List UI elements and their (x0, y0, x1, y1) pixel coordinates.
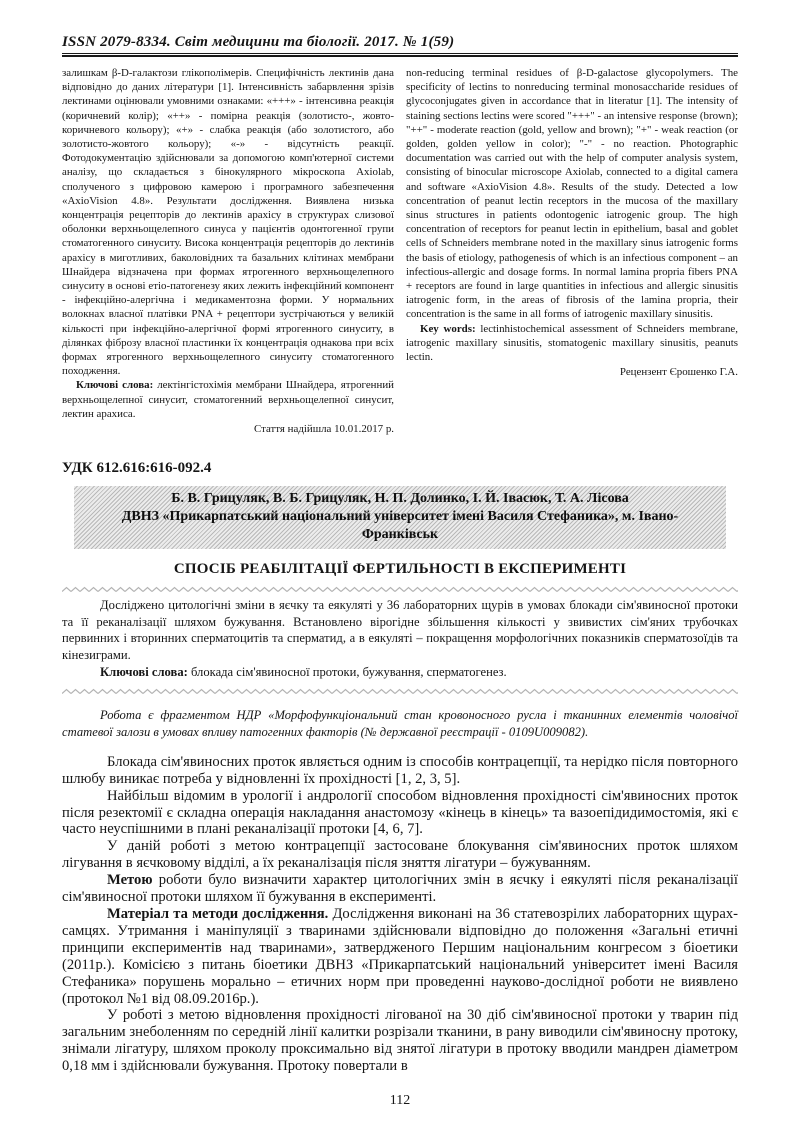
ndr-note: Робота є фрагментом НДР «Морфофункціональний стан кровоносного русла і тканинних елементів чоловічої статевої залози в умовах впливу патогенних факторів (№ державної реєстрації - 0109U009082). (62, 708, 738, 740)
keywords-label-uk: Ключові слова: (76, 379, 154, 392)
body-paragraph (62, 788, 738, 839)
abstract-keywords-text: блокада сім'явиносної протоки, бужування, сперматогенез. (187, 664, 507, 679)
authors-line: Б. В. Грицуляк, В. Б. Грицуляк, Н. П. Долинко, І. Й. Івасюк, Т. А. Лісова (171, 491, 629, 507)
header-rule (62, 55, 738, 57)
resume-body-en: non-reducing terminal residues of β-D-galactose glycopolymers. The specificity of lectins to nonreducing terminal monosaccharide residues of glycoconjugates given in accordance that in literatur [1]. The intensity of staining sections lectins were scored "+++" - an intensive response (brown); "++" - moderate reaction (gold, yellow and brown); "+" - weak reaction (or golden, golden yellow in color); "-" - no reaction. Photographic documentation was carried out with the help of computer analysis system, consisting of binocular microscope Axiolab, connected to a digital camera and software «AxioVision 4.8». Results of the study. Detected a low concentration of peanut lectin receptors in the mucosa of the maxillary sinus structures in patients odontogenic iatrogenic group. The high concentration of receptors for peanut lectin in epithelium, basal and goblet cells of Schneiders membrane noted in the maxillary sinus iatrogenic forms the basis of etiology, pathogenesis of which is an infectious component – an infectious-allergic and dosage forms. In normal lamina propria fibers PNA + receptors are found in large quantities in infectious and allergic sinusitis iatrogenic form, in the areas of fibrosis of the lamina propria, their concentration is the same in all forms of iatrogenic maxillary sinusitis. (406, 67, 738, 321)
resume-column-ukrainian (62, 66, 394, 436)
body-paragraph (62, 838, 738, 872)
abstract-keywords (62, 664, 738, 681)
authors-affiliation-box (74, 486, 726, 549)
received-date-line: Стаття надійшла 10.01.2017 р. (253, 423, 394, 436)
page-number: 112 (389, 1093, 411, 1109)
article-title: СПОСІБ РЕАБІЛІТАЦІЇ ФЕРТИЛЬНОСТІ В ЕКСПЕРИМЕНТІ (173, 561, 627, 578)
paragraph-text: Блокада сім'явиносних проток являється одним із способів контрацепції, та нерідко після повторного шлюбу виникає потреба у відновленні їх прохідності [1, 2, 3, 5]. (62, 753, 738, 787)
body-paragraph (62, 872, 738, 906)
paragraph-text: роботи було визначити характер цитологічних змін в яєчку і еякуляті після реканалізації сім'явиносної протоки шляхом її бужування в експерименті. (62, 872, 738, 906)
resume-column-english (406, 66, 738, 436)
keywords-text-uk: лектінгістохімія мембрани Шнайдера, ятрогенний верхньощелепної синусит, стоматогенний верхньощелепної синусит, лектин арахиса. (62, 379, 394, 420)
resume-keywords-uk (62, 378, 394, 421)
abstract-text: Досліджено цитологічні зміни в яєчку та еякуляті у 36 лабораторних щурів в умовах блокади сім'явиносної протоки та її реканалізації шляхом бужування. Встановлено вірогідне збільшення кількості у звивистих сім'яних трубочках первинних і вторинних сперматоцитів та сперматид, а в еякуляті – покращення морфологічних показників сперматозоїдів та кінезиграми. (62, 598, 738, 663)
paragraph-text: Дослідження виконані на 36 статевозрілих лабораторних щурах-самцях. Утримання і маніпуляції з тваринами здійснювали відповідно до положення «Загальні етичні принципи експериментів над тваринами», затвердженого Першим національним конгресом з біоетики (2011р.). Комісією з питань біоетики ДВНЗ «Прикарпатський національний університет імені Василя Стефаника» порушень морально – етичних норм при проведенні науково-дослідної роботи не виявлено (протокол №1 від 08.09.2016р.). (62, 906, 738, 1007)
reviewer-line: Рецензент Єрошенко Г.А. (619, 366, 738, 379)
article-abstract-block (62, 597, 738, 680)
resume-keywords-en (406, 322, 738, 365)
udc-code: УДК 612.616:616-092.4 (62, 460, 212, 477)
paragraph-text: Найбільш відомим в урології і андрології способом відновлення прохідності сім'явиносних проток після резектомії є складна операція накладання анастомозу «кінець в кінець» та вазоепідидимостомія, які є часто неуспішними в плані реканалізації протоки [4, 6, 7]. (62, 787, 738, 838)
abstract-keywords-label: Ключові слова: (100, 664, 188, 679)
keywords-label-en: Key words: (420, 322, 476, 335)
resume-columns (62, 66, 738, 436)
paragraph-text: У роботі з метою відновлення прохідності лігованої на 30 діб сім'явиносної протоки у тварин під загальним знеболенням по середній лінії калитки розрізали тканини, в рану виводили сім'явиносну протоку, знімали лігатуру, шляхом проколу проксимально від знятої лігатури в протоку вводили мандрен діаметром 0,18 мм і здійснювали бужування. Протоку повертали в (62, 1007, 738, 1075)
journal-running-head: ISSN 2079-8334. Світ медицини та біології. 2017. № 1(59) (62, 34, 738, 54)
body-paragraph (62, 906, 738, 1007)
paragraph-text: У даній роботі з метою контрацепції застосоване блокування сім'явиносних проток шляхом лігування в яєчковому відділі, а їх реканалізація після зняття лігатури – бужуванням. (62, 838, 738, 872)
body-paragraph (62, 754, 738, 788)
body-paragraph (62, 1007, 738, 1075)
paragraph-lead: Матеріал та методи дослідження. (107, 906, 329, 922)
keywords-text-en: lectinhistochemical assessment of Schneiders membrane, iatrogenic maxillary sinusitis, stomatogenic maxillary sinusitis, peanuts lectin. (406, 322, 738, 364)
resume-body-uk: залишкам β-D-галактози глікополімерів. Специфічність лектинів дана відповідно до даних літератури [1]. Інтенсивність забарвлення зрізів лектинами оцінювали умовними ознаками: «+++» - інтенсивна реакція (коричневий колір); «++» - помірна реакція (золотисто-, жовто-коричневого кольору); «+» - слабка реакція (або золотистого, або золотисто-жовтого кольору); «-» - відсутність реакції. Фотодокументацію здійснювали за допомогою комп'ютерної системи аналізу, що складається з бінокулярного мікроскопа Axiolab, сполученого з цифровою камерою і програмного забезпечення «AxioVision 4.8». Результати дослідження. Виявлена низька концентрація рецепторів до лектинів арахісу в структурах слизової оболонки верхньощелепного синуса у пацієнтів одонтогенної групи стоматогенного синуситу. Висока концентрація рецепторів до лектинів арахісу в миготливих, баколовідних та базальних клітинах мембрани Шнайдера відзначена при формах ятрогенного верхньощелепного синуситу в основі етіо-патогенезу яких лежить інфекційний компонент - інфекційно-алергічна і медикаментозна форми. У нормальних волокнах власної платівки PNA + рецептори зустрічаються у великій кількості при інфекційно-алергічної формі ятрогенного синуситу, в ділянках фіброзу власної пластинки їх концентрація однакова при всіх формах ятрогенного верхньощелепного синуситу стоматогенного походження. (62, 67, 394, 378)
article-body (62, 754, 738, 1075)
paragraph-lead: Метою (107, 872, 153, 889)
zigzag-divider-bottom (62, 688, 738, 695)
affiliation-line: ДВНЗ «Прикарпатський національний університет імені Василя Стефаника», м. Івано-Франківськ (121, 509, 679, 543)
zigzag-divider-top (62, 586, 738, 593)
